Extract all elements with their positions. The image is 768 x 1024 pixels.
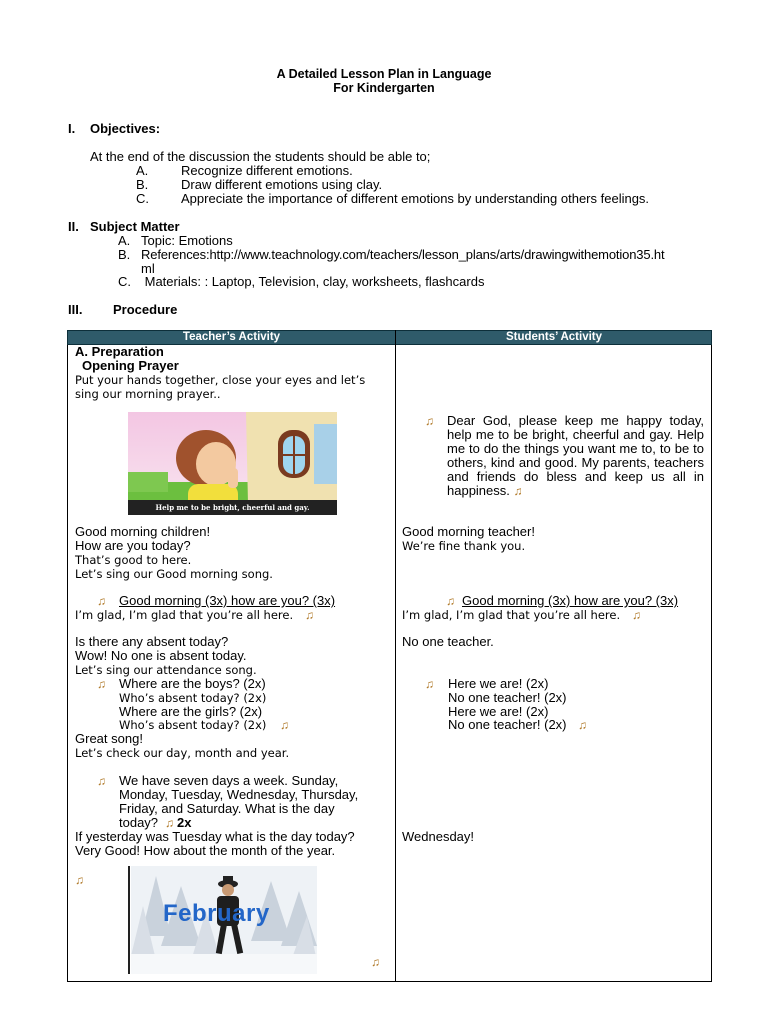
students-prayer-text: Dear God, please keep me happy today, help me to be bright, cheerful and gay. Help me to do the things you want me to, to be to others, kind and good. My parents, teachers and friends do bless and keep us all in happiness.	[447, 413, 704, 498]
teacher-text: Great song!	[75, 731, 143, 746]
students-prayer	[447, 414, 704, 498]
students-text: We’re fine thank you.	[402, 539, 526, 553]
objective-text: Draw different emotions using clay.	[181, 177, 383, 192]
teacher-text: Let’s sing our attendance song.	[75, 663, 257, 677]
teacher-song-line: Monday, Tuesday, Wednesday, Thursday,	[119, 787, 359, 802]
teacher-song-line: I’m glad, I’m glad that you’re all here.	[75, 608, 294, 622]
objective-letter: B.	[136, 177, 149, 192]
praying-boy-illustration	[128, 412, 337, 515]
teacher-song-line: Friday, and Saturday. What is the day	[119, 801, 335, 816]
objectives-number: I.	[68, 121, 76, 136]
teacher-song-line: Where are the girls? (2x)	[119, 704, 263, 719]
music-note-icon: ♫	[97, 594, 106, 608]
header-students: Students’ Activity	[505, 331, 603, 343]
students-song-line: Here we are! (2x)	[448, 704, 549, 719]
objective-text: Appreciate the importance of different emotions by understanding others feelings.	[181, 191, 650, 206]
opening-prayer-heading: Opening Prayer	[82, 358, 179, 373]
objective-text: Recognize different emotions.	[181, 163, 353, 178]
procedure-heading: Procedure	[113, 302, 178, 317]
subject-number: II.	[68, 219, 79, 234]
music-note-icon: ♫	[97, 774, 106, 788]
students-song-line: Good morning (3x) how are you? (3x)	[462, 593, 679, 608]
objective-letter: A.	[136, 163, 149, 178]
image-border	[128, 866, 130, 974]
teacher-text: Is there any absent today?	[75, 634, 229, 649]
teacher-text: sing our morning prayer..	[75, 387, 221, 401]
teacher-song-line: Where are the boys? (2x)	[119, 676, 266, 691]
students-text: Wednesday!	[402, 829, 475, 844]
subject-heading: Subject Matter	[90, 219, 180, 234]
february-image	[131, 866, 317, 974]
teacher-song-line: Who’s absent today? (2x)	[119, 718, 267, 732]
music-note-icon: ♫	[371, 955, 380, 969]
document-subtitle: For Kindergarten	[333, 81, 435, 95]
subject-topic: Topic: Emotions	[141, 233, 233, 248]
procedure-number: III.	[68, 302, 83, 317]
teacher-text: That’s good to here.	[75, 553, 192, 567]
music-note-icon: ♫	[425, 414, 434, 428]
repeat-count: 2x	[177, 815, 192, 830]
music-note-icon: ♫	[75, 873, 84, 887]
subject-letter: C.	[118, 274, 131, 289]
teacher-song-line: Who’s absent today? (2x)	[119, 691, 267, 705]
header-teacher: Teacher’s Activity	[182, 331, 281, 343]
teacher-text: Let’s sing our Good morning song.	[75, 567, 273, 581]
preparation-heading: A. Preparation	[75, 344, 164, 359]
teacher-text: Good morning children!	[75, 524, 211, 539]
students-song-line: I’m glad, I’m glad that you’re all here.	[402, 608, 621, 622]
teacher-text: Wow! No one is absent today.	[75, 648, 247, 663]
subject-references: References:http://www.teachnology.com/teachers/lesson_plans/arts/drawingwithemotion35.ht	[141, 247, 665, 262]
music-note-icon: ♫	[513, 484, 523, 498]
music-note-icon: ♫	[97, 677, 106, 691]
music-note-icon: ♫	[425, 677, 434, 691]
students-text: Good morning teacher!	[402, 524, 535, 539]
document-title: A Detailed Lesson Plan in Language	[276, 67, 492, 81]
music-note-icon: ♫	[280, 718, 289, 732]
objective-letter: C.	[136, 191, 149, 206]
prayer-image-caption: Help me to be bright, cheerful and gay.	[155, 503, 310, 512]
music-note-icon: ♫	[446, 594, 455, 608]
subject-materials: Materials: : Laptop, Television, clay, worksheets, flashcards	[141, 274, 485, 289]
teacher-text: Very Good! How about the month of the year.	[75, 843, 336, 858]
students-song-line: Here we are! (2x)	[448, 676, 549, 691]
students-song-line: No one teacher! (2x)	[448, 717, 567, 732]
objectives-intro: At the end of the discussion the students should be able to;	[90, 149, 431, 164]
students-song-line: No one teacher! (2x)	[448, 690, 567, 705]
table-header	[67, 330, 712, 345]
music-note-icon: ♫	[578, 718, 587, 732]
music-note-icon: ♫	[632, 608, 641, 622]
subject-letter: A.	[118, 233, 131, 248]
subject-references-cont: ml	[141, 261, 155, 276]
teacher-text: Let’s check our day, month and year.	[75, 746, 290, 760]
teacher-song-line: We have seven days a week. Sunday,	[119, 773, 339, 788]
prayer-image	[128, 412, 337, 515]
students-text: No one teacher.	[402, 634, 494, 649]
music-note-icon: ♫	[165, 816, 174, 830]
teacher-song-line: today?	[119, 815, 159, 830]
teacher-text: How are you today?	[75, 538, 191, 553]
music-note-icon: ♫	[305, 608, 314, 622]
subject-letter: B.	[118, 247, 131, 262]
column-divider	[395, 330, 396, 982]
teacher-text: If yesterday was Tuesday what is the day today?	[75, 829, 355, 844]
teacher-text: Put your hands together, close your eyes and let’s	[75, 373, 366, 387]
objectives-heading: Objectives:	[90, 121, 161, 136]
teacher-song-line: Good morning (3x) how are you? (3x)	[119, 593, 336, 608]
month-word: February	[163, 900, 270, 927]
